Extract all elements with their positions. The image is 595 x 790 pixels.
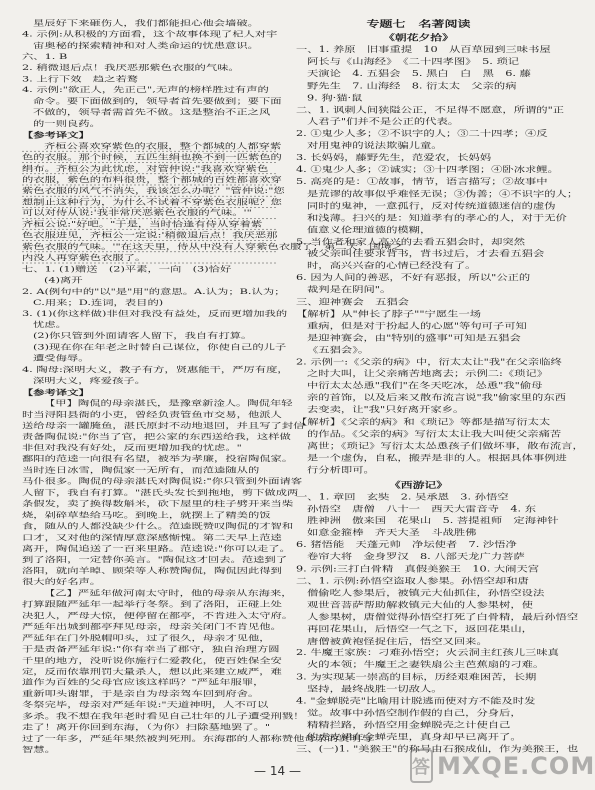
text-line: 绢布。齐桓公为此忧虑，对管仲说:"我喜欢穿紫色 (22, 163, 277, 174)
text-line: 一、1. 养原 旧事重提 10 从百草园到三味书屋 (296, 44, 551, 55)
subsection-title-zhaohua: 《朝花夕拾》 (383, 32, 454, 43)
text-line: 是一个虚伪，自私，搬弄是非的人。根据具体事例进 (307, 453, 567, 463)
text-line: 唐僧被黄袍怪捉住后，悟空又回来。 (307, 636, 488, 646)
text-line: 行分析即可。 (307, 465, 375, 475)
text-line: 2. 稍微退后点！我厌恶那紫色衣服的气味。 (22, 63, 240, 72)
text-line: 6. 因为人间的善恶，不好有恶报，所以"公正的 (296, 273, 531, 283)
text-line: 亲的首饰，以及后来又散布流言说"我"偷家里的东西 (307, 393, 566, 403)
text-line: 9. 狗·猫·鼠 (307, 93, 363, 103)
text-line: 3. 上行下效 趋之若鹜 (22, 74, 139, 84)
text-line: 是荒谬的故事似乎难怪无误；③伪善；④不识字的人； (307, 189, 579, 199)
text-line: 到了洛阳，一定替你美言。"陶侃这才回去。范逵到了 (22, 555, 288, 564)
text-line: 【解析】从"伸长了脖子""宁愿生一场 (296, 309, 482, 319)
text-line: 送给母亲一罐腌鱼，湛氏原封不动地退回，并且写了封信 (22, 421, 305, 430)
text-line: 时，高兴兴奋的心情已经没有了。 (307, 261, 477, 271)
text-line: 《五猖会》。 (307, 345, 370, 355)
watermark-logo (410, 748, 595, 784)
text-line: 的一则良药。 (33, 119, 101, 128)
text-line: 9. 示例:三打白骨精 真假美猴王 10. 大闹天宫 (296, 564, 540, 574)
text-line: 4. ①鬼少人多；②诚实；③十四孝图；④卧冰求鲤。 (296, 165, 559, 175)
text-line: 2. ①鬼少人多；②不识字的人；③二十四孝；④反 (296, 129, 548, 139)
text-line: 鄱阳的范逵一向很有名望，被举为孝廉，投宿陶侃家。 (22, 454, 294, 464)
text-line: 内没人再穿紫色衣服了。 (22, 253, 277, 264)
text-line: 坚持，最终战胜一切敌人。 (307, 684, 443, 694)
text-line: 精精拦路，孙悟空用金蝉脱壳之计使自己 (307, 720, 511, 730)
text-line: 中衍太太怂恿"我们"在冬天吃冰，怂恿"我"偷母 (307, 381, 543, 391)
text-line: 烧，剁碎草垫给马吃。到晚上，就摆上了精美的饭 (22, 510, 271, 520)
text-line: 齐桓公说:"好吧。"于是，当时恰逢有侍从穿着紫 (22, 219, 277, 230)
text-line: 之时大叫，让父亲痛苦地离去；示例二:《琐记》 (307, 369, 549, 379)
text-line: 离开，陶侃追送了一百来里路。范逵说:"你可以走了。 (22, 544, 291, 553)
text-line: 被父亲叫住要求背书，背书过后，才去看五猖会 (307, 249, 545, 259)
text-line: 打算跟随严延年一起举行冬祭。到了洛阳，正碰上处 (22, 600, 282, 609)
text-line: 二、1. 示例:孙悟空盗取人参果。孙悟空却和唐 (296, 576, 529, 586)
text-line: C.用来；D.连词，表目的) (33, 298, 164, 307)
subsection-title-xiyou: 《西游记》 (389, 480, 448, 491)
text-line: 人君子"们并不是公正的代表。 (307, 117, 460, 127)
text-line: 4. "金蝉脱壳"比喻用计脱逃而使对方不能及时发 (296, 696, 536, 706)
text-line: 如意金箍棒 齐天大圣 斗战胜佛 (307, 528, 477, 538)
text-line: 野先生 7. 山海经 8. 衍太太 父亲的病 (307, 81, 517, 91)
text-line: 紫色衣服的风气不消失，我该怎么办呢？"管仲说:"您 (22, 186, 285, 195)
section-title: 专题七 名著阅读 (366, 19, 471, 31)
watermark-badge-icon: 答 (410, 749, 433, 783)
text-line: 二、1. 讽刺人间狭隘公正，不足得不愿意，所谓的"正 (296, 105, 565, 115)
text-line: 色的衣服。那个时候，五匹生绢也换不到一匹紫色的 (22, 152, 282, 162)
text-line: 再回花果山，后悟空一气之下，返回花果山， (307, 624, 533, 634)
text-line: 的虎皮裙在金蝉壳里，真身却早已离开了。 (307, 732, 522, 742)
right-column (296, 18, 584, 756)
text-line: 【参考译文】 (22, 130, 90, 140)
text-line: 非但对我没有好处，反而更增加我的忧虑。" (22, 443, 242, 453)
text-line: 去变卖，让"我"只好离开家乡。 (307, 405, 465, 415)
text-line: 4. 陶母:深明大义，教子有方，贤惠能干，严厉有度， (22, 365, 289, 374)
text-line: 【甲】陶侃的母亲湛氏，是豫章新淦人。陶侃年轻 (44, 398, 293, 408)
text-line: 觉。故事中孙悟空制作假的自己，分身后， (307, 708, 522, 718)
text-line: 六、1. B (22, 52, 68, 61)
text-line: (3)现在你在年老之时替自己谋位，你使自己的儿子 (33, 342, 287, 352)
text-line: 阿长与《山海经》 《二十四孝图》 5. 琐记 (307, 56, 520, 67)
text-line: 【参考译文】 (22, 387, 90, 397)
text-line: 三、迎神赛会 五猖会 (296, 297, 409, 307)
text-line: 很大的好名声。 (22, 577, 102, 587)
text-line: 忧虑。 (33, 320, 67, 330)
text-line: 裁判是在阴间"。 (307, 285, 392, 295)
text-line: 遭受侮辱。 (33, 354, 90, 363)
text-line: 于是责备严延年说:"你有幸当了郡守，独自治理方圆 (22, 644, 280, 654)
text-line: 决犯人，严母大惊，便停留在都亭，不肯进入太守府。 (22, 611, 294, 620)
text-line: 色衣服进见，齐桓公一定说:'稍微退后点！我厌恶那 (22, 231, 278, 240)
text-line: (4)离开 (44, 275, 83, 285)
text-line: 离世；《琐记》写衍太太怂恿孩子们做坏事，散布流言， (307, 441, 584, 451)
xiyou-answers (296, 492, 579, 756)
text-line: 火的本领；牛魔王之妻铁扇公主芭蕉扇的刁难。 (307, 660, 545, 670)
text-line: 2. 示例一:《父亲的病》中，衍太太让"我"在父亲临终 (296, 357, 562, 367)
text-line: 【乙】严延年做河南太守时，他的母亲从东海来， (44, 588, 293, 598)
text-line: 3. 长妈妈，藤野先生，范爱农，长妈妈 (296, 153, 492, 163)
text-line: 的衣服，紫色的布料很贵，整个都城的百姓都喜欢穿 (22, 175, 282, 184)
watermark-text: MXQE.COM (437, 752, 595, 780)
text-line: 3. (1)(你这样做)非但对我没有益处，反而更增加我的 (22, 309, 288, 318)
text-line: (2)你只管到外面请客人留下，我自有打算。 (33, 331, 253, 341)
text-line: 人留下，我自有打算。"湛氏头发长到拖地，剪下做成两 (22, 488, 299, 497)
text-line: 值意义伦理道德的模糊， (307, 225, 432, 235)
text-line: 当时连日冰雪，陶侃家一无所有，而范逵随从的 (22, 465, 260, 475)
text-line: 同时的鬼神，一意孤行，反对传统道德迷信的虚伪 (307, 201, 556, 211)
text-line: 星辰好下来砸伤人，我们都能担心他会墙破。 (33, 18, 259, 28)
text-line: 七、1. (1)赠送 (2)平素，一向 (3)恰好 (22, 264, 232, 274)
text-line: 5. 高亮的是：①故事，情节，语言描写；②故事中 (296, 177, 548, 187)
text-line: 2. A(例句中的"以"是"用"的意思。A.认为；B.认为； (22, 286, 286, 296)
text-line: 【解析】《父亲的病》和《琐记》等都是描写衍太太 (296, 417, 551, 427)
text-line: 马仆很多。陶侃的母亲湛氏对陶侃说:"你只管到外面请客 (22, 477, 303, 486)
text-line: 胜神洲 傲来国 花果山 5. 菩提祖师 定海神针 (307, 516, 559, 526)
text-line: 6. 猪悟能 天蓬元帅 净坛使者 7. 沙悟净 (296, 540, 517, 550)
text-line: 三、(一)1. "美猴王"的称号由石猴成仙，作为美猴王，也 (296, 744, 579, 754)
text-line: 责备陶侃说:"你当了官，把公家的东西送给我，这样做 (22, 432, 291, 441)
text-line: 4. 示例:从积极的方面看，这个故事体现了杞人对宇 (22, 29, 278, 39)
text-line: 想制止这种行为，为什么不试着不穿紫色衣服呢？您 (22, 197, 282, 207)
text-line: 一、1. 章回 玄奘 2. 吴承恩 3. 孙悟空 (296, 492, 509, 502)
text-line: 过了一年多，严延年果然被判死刑。东海郡的人都称赞他母亲的贤明与 (22, 734, 373, 743)
text-line: 僧偷吃人参果后，被镇元大仙抓住，孙悟空设法 (307, 588, 545, 598)
text-line: 不做的，领导者需首先不做。这是整治不正之风 (33, 108, 271, 117)
zhaohua-answers (296, 44, 584, 476)
text-line: 卷帘大将 金身罗汉 8. 八部天龙广力菩萨 (307, 552, 525, 562)
text-line: 严延年在门外脱帽叩头，过了很久，母亲才见他， (22, 633, 271, 643)
text-line: 4. 示例:"欲正人，先正己",无声的榜样胜过有声的 (22, 85, 269, 95)
text-line: 5. 当作者和家人高兴的去看五猖会时，却突然 (296, 237, 526, 247)
text-line: 孙悟空 唐僧 八十一 西天大雷音寺 4. 东 (307, 504, 537, 514)
text-line: 3. 为实现某一崇高的目标，历经艰难困苦，长期 (296, 672, 537, 682)
text-line: 紫色衣服的气味。'"在这天里，侍从中没有人穿紫色衣服了；第二天，国境之 (22, 242, 404, 251)
text-line: 走了！离开你回到东海，（为你）扫除墓地罢了。" (22, 723, 271, 732)
text-line: 道作为百姓的父母官应该这样吗？"严延年服罪， (22, 678, 265, 687)
text-line: 千里的地方，没听说你施行仁爱教化，使百姓保全安 (22, 655, 282, 665)
text-line: 人参果树，唐僧觉得孙悟空打死了白骨精，最后孙悟空 (307, 612, 579, 622)
text-line: 2. 牛魔王家族：刁难孙悟空；火云洞主红孩儿三味真 (296, 648, 559, 658)
text-line: 条假发，卖了换得数斛米，砍下屋里的柱子劈开来当柴 (22, 499, 294, 509)
text-line: 智慧。 (22, 745, 56, 754)
text-line: 天演论 4. 五猖会 5. 黑白 白 黑 6. 藤 (307, 69, 531, 79)
text-line: 重新叩头谢罪，于是亲自为母亲驾车回到府舍。 (22, 689, 260, 699)
text-line: 深明大义，疼爱孩子。 (33, 376, 146, 386)
text-line: 是迎神赛会，由"特别的盛事"可知是五猖会 (307, 333, 521, 343)
text-line: 重病，但是对于扮起人的心愿"等句可子可知 (307, 321, 527, 331)
text-line: 口才，又对他的深情厚意深感惭愧。第二天早上范逵 (22, 532, 282, 542)
text-line: 的作品。《父亲的病》写衍太太让我大叫使父亲痛苦 (307, 429, 562, 439)
text-line: 严延年出城到都亭拜见母亲，母亲关闭门不肯见他。 (22, 622, 282, 631)
text-line: 宙奥秘的探索精神和对人类命运的忧患意识。 (33, 41, 259, 50)
text-line: 齐桓公喜欢穿紫色的衣服，整个都城的人都穿紫 (22, 141, 277, 152)
text-line: 时当浔阳县衙的小吏，曾经负责管鱼市交易，他派人 (22, 409, 282, 419)
text-line: 对用鬼神的说法欺骗儿童。 (307, 141, 443, 151)
text-line: 冬祭完毕，母亲对严延年说:"天道神明，人不可以 (22, 700, 269, 710)
text-line: 洛阳，就向羊晫、顾荣等人称赞陶侃，陶侃因此得到 (22, 566, 282, 576)
text-line: 和浅薄。扫兴的是：知道孝有的孝心的人，对于无价 (307, 213, 567, 223)
text-line: 多杀。我不想在我年老时看见自己壮年的儿子遭受刑戮！ (22, 711, 305, 721)
text-line: 观世音菩萨帮助解救镇元大仙的人参果树，使 (307, 600, 533, 610)
text-line: 食，随从的人都没缺少什么。范逵既赞叹陶侃的才智和 (22, 521, 294, 531)
page-number: — 14 — (254, 764, 301, 778)
text-line: 定，反而依靠刑罚大量杀人，想以此来建立威严，难 (22, 667, 282, 676)
text-line: 命令。要下面做到的，领导者首先要做到；要下面 (33, 96, 282, 106)
text-line: 可以对侍从说:'我非常厌恶紫色衣服的气味。'" (22, 208, 277, 219)
